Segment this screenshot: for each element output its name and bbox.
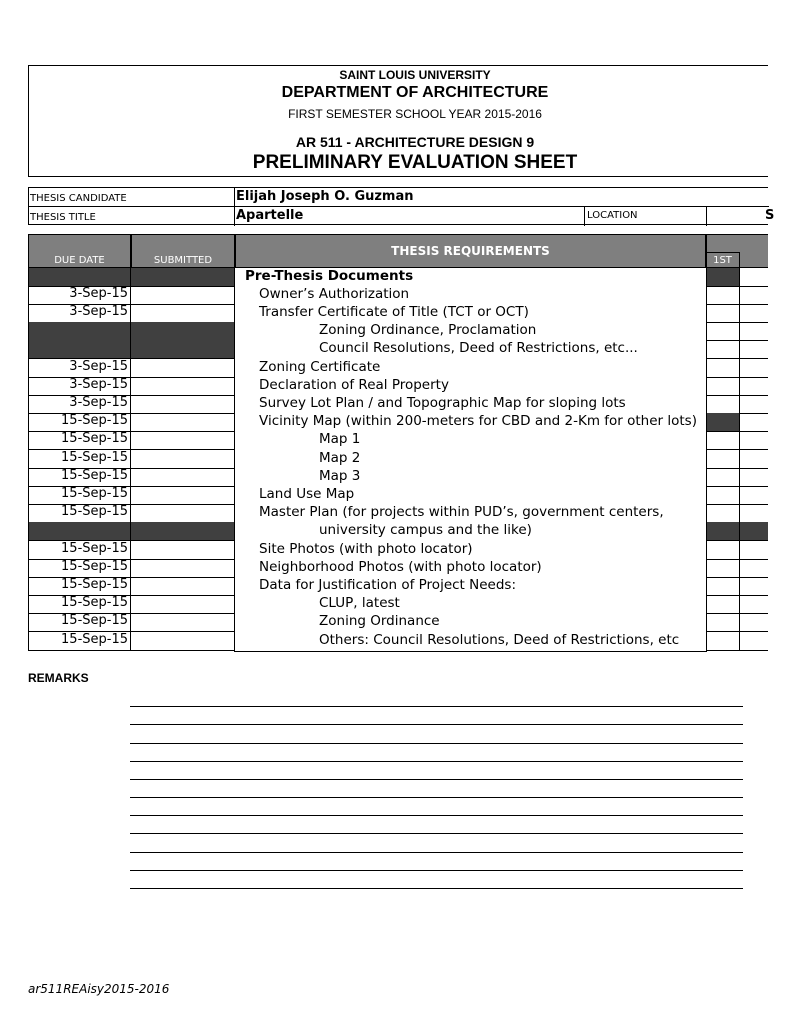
eval-cell[interactable] xyxy=(706,377,740,396)
header-box xyxy=(28,65,768,177)
candidate-row xyxy=(29,188,769,207)
eval-cell[interactable] xyxy=(706,268,740,287)
eval-cell[interactable] xyxy=(706,613,740,632)
remark-line[interactable] xyxy=(130,833,743,834)
eval-cell[interactable] xyxy=(739,559,768,578)
requirement-cell: Site Photos (with photo locator) xyxy=(234,541,707,560)
header-submitted: SUBMITTED xyxy=(131,234,235,268)
due-date-cell: 15-Sep-15 xyxy=(28,468,131,487)
requirement-cell: CLUP, latest xyxy=(234,595,707,614)
due-date-cell xyxy=(28,268,131,287)
eval-cell[interactable] xyxy=(706,359,740,378)
requirement-cell: Vicinity Map (within 200-meters for CBD and 2-Km for other lots) xyxy=(234,413,707,432)
due-date-cell: 15-Sep-15 xyxy=(28,559,131,578)
eval-cell[interactable] xyxy=(739,322,768,341)
table-row xyxy=(28,304,768,322)
eval-cell[interactable] xyxy=(739,286,768,305)
header-requirements: THESIS REQUIREMENTS xyxy=(235,234,706,268)
department-name: DEPARTMENT OF ARCHITECTURE xyxy=(281,84,549,101)
table-row xyxy=(28,395,768,413)
submitted-cell[interactable] xyxy=(130,413,235,432)
eval-cell[interactable] xyxy=(706,541,740,560)
thesis-info xyxy=(28,187,775,225)
requirement-cell: Land Use Map xyxy=(234,486,707,505)
table-row xyxy=(28,595,768,613)
eval-cell[interactable] xyxy=(739,522,768,541)
due-date-cell: 15-Sep-15 xyxy=(28,541,131,560)
header-first: 1ST xyxy=(706,252,740,268)
remark-line[interactable] xyxy=(130,815,743,816)
due-date-cell xyxy=(28,522,131,541)
requirement-cell: Zoning Ordinance xyxy=(234,613,707,632)
submitted-cell[interactable] xyxy=(130,322,235,341)
due-date-cell: 15-Sep-15 xyxy=(28,431,131,450)
due-date-cell: 3-Sep-15 xyxy=(28,304,131,323)
eval-cell[interactable] xyxy=(739,268,768,287)
submitted-cell[interactable] xyxy=(130,632,235,651)
table-row xyxy=(28,559,768,577)
eval-cell[interactable] xyxy=(706,395,740,414)
remark-line[interactable] xyxy=(130,761,743,762)
requirement-cell: Others: Council Resolutions, Deed of Restrictions, etc xyxy=(234,632,707,651)
requirement-cell: university campus and the like) xyxy=(234,522,707,541)
submitted-cell[interactable] xyxy=(130,286,235,305)
eval-cell[interactable] xyxy=(706,522,740,541)
due-date-cell: 15-Sep-15 xyxy=(28,595,131,614)
table-row xyxy=(28,468,768,486)
title-value: Apartelle xyxy=(236,208,304,223)
eval-cell[interactable] xyxy=(739,541,768,560)
eval-cell[interactable] xyxy=(706,450,740,469)
title-row xyxy=(29,207,775,226)
table-row xyxy=(28,268,768,286)
table-row xyxy=(28,577,768,595)
submitted-cell[interactable] xyxy=(130,595,235,614)
header-due-date: DUE DATE xyxy=(28,234,131,268)
eval-cell[interactable] xyxy=(739,486,768,505)
semester-label: FIRST SEMESTER SCHOOL YEAR 2015-2016 xyxy=(288,107,542,121)
eval-cell[interactable] xyxy=(739,632,768,651)
submitted-cell[interactable] xyxy=(130,468,235,487)
eval-cell[interactable] xyxy=(739,504,768,523)
due-date-cell: 3-Sep-15 xyxy=(28,377,131,396)
due-date-cell: 15-Sep-15 xyxy=(28,504,131,523)
due-date-cell: 3-Sep-15 xyxy=(28,395,131,414)
table-bottom-border xyxy=(234,651,707,652)
eval-cell[interactable] xyxy=(706,322,740,341)
submitted-cell[interactable] xyxy=(130,359,235,378)
table-row xyxy=(28,541,768,559)
due-date-cell: 3-Sep-15 xyxy=(28,286,131,305)
requirement-cell: Map 2 xyxy=(234,450,707,469)
eval-cell[interactable] xyxy=(706,504,740,523)
eval-cell[interactable] xyxy=(706,577,740,596)
eval-cell[interactable] xyxy=(706,413,740,432)
table-row xyxy=(28,632,768,650)
eval-cell[interactable] xyxy=(739,468,768,487)
remark-line[interactable] xyxy=(130,797,743,798)
table-row xyxy=(28,613,768,631)
remarks-label: REMARKS xyxy=(28,671,89,685)
submitted-cell[interactable] xyxy=(130,522,235,541)
remark-line[interactable] xyxy=(130,870,743,871)
requirement-cell: Neighborhood Photos (with photo locator) xyxy=(234,559,707,578)
sheet-title: PRELIMINARY EVALUATION SHEET xyxy=(252,152,578,173)
due-date-cell xyxy=(28,322,131,341)
requirement-cell: Survey Lot Plan / and Topographic Map for sloping lots xyxy=(234,395,707,414)
candidate-label: THESIS CANDIDATE xyxy=(29,188,235,207)
requirement-cell: Declaration of Real Property xyxy=(234,377,707,396)
submitted-cell[interactable] xyxy=(130,268,235,287)
table-row xyxy=(28,522,768,540)
eval-cell[interactable] xyxy=(739,413,768,432)
location-value: S xyxy=(765,208,775,223)
requirement-cell: Data for Justification of Project Needs: xyxy=(234,577,707,596)
table-row xyxy=(28,413,768,431)
eval-cell[interactable] xyxy=(739,595,768,614)
submitted-cell[interactable] xyxy=(130,486,235,505)
eval-cell[interactable] xyxy=(739,450,768,469)
eval-cell[interactable] xyxy=(739,340,768,359)
table-row xyxy=(28,340,768,358)
remark-line[interactable] xyxy=(130,743,743,744)
eval-cell[interactable] xyxy=(706,286,740,305)
requirement-cell: Zoning Certificate xyxy=(234,359,707,378)
eval-cell[interactable] xyxy=(739,395,768,414)
candidate-value: Elijah Joseph O. Guzman xyxy=(236,189,414,204)
table-row xyxy=(28,322,768,340)
due-date-cell: 15-Sep-15 xyxy=(28,450,131,469)
eval-cell[interactable] xyxy=(706,632,740,651)
eval-cell[interactable] xyxy=(706,468,740,487)
table-row xyxy=(28,377,768,395)
remark-line[interactable] xyxy=(130,779,743,780)
table-row xyxy=(28,486,768,504)
requirement-cell: Council Resolutions, Deed of Restrictions, etc... xyxy=(234,340,707,359)
eval-cell[interactable] xyxy=(739,377,768,396)
eval-cell[interactable] xyxy=(706,595,740,614)
submitted-cell[interactable] xyxy=(130,450,235,469)
table-row xyxy=(28,450,768,468)
remark-line[interactable] xyxy=(130,724,743,725)
eval-cell[interactable] xyxy=(739,577,768,596)
eval-cell[interactable] xyxy=(706,340,740,359)
submitted-cell[interactable] xyxy=(130,613,235,632)
requirement-cell: Master Plan (for projects within PUD’s, government centers, xyxy=(234,504,707,523)
submitted-cell[interactable] xyxy=(130,504,235,523)
remark-line[interactable] xyxy=(130,888,743,889)
eval-cell[interactable] xyxy=(706,559,740,578)
submitted-cell[interactable] xyxy=(130,395,235,414)
requirement-cell: Pre-Thesis Documents xyxy=(234,268,707,287)
eval-cell[interactable] xyxy=(739,359,768,378)
eval-cell[interactable] xyxy=(706,486,740,505)
submitted-cell[interactable] xyxy=(130,377,235,396)
eval-cell[interactable] xyxy=(739,431,768,450)
due-date-cell: 15-Sep-15 xyxy=(28,613,131,632)
submitted-cell[interactable] xyxy=(130,340,235,359)
requirement-cell: Owner’s Authorization xyxy=(234,286,707,305)
due-date-cell: 15-Sep-15 xyxy=(28,577,131,596)
requirement-cell: Map 3 xyxy=(234,468,707,487)
eval-cell[interactable] xyxy=(739,613,768,632)
university-name: SAINT LOUIS UNIVERSITY xyxy=(339,68,491,82)
due-date-cell: 3-Sep-15 xyxy=(28,359,131,378)
course-title: AR 511 - ARCHITECTURE DESIGN 9 xyxy=(295,134,535,150)
due-date-cell xyxy=(28,340,131,359)
eval-cell[interactable] xyxy=(706,431,740,450)
table-row xyxy=(28,286,768,304)
due-date-cell: 15-Sep-15 xyxy=(28,486,131,505)
submitted-cell[interactable] xyxy=(130,541,235,560)
title-label: THESIS TITLE xyxy=(29,207,235,226)
requirement-cell: Map 1 xyxy=(234,431,707,450)
footer-code: ar511REAisy2015-2016 xyxy=(28,982,170,996)
submitted-cell[interactable] xyxy=(130,559,235,578)
table-row xyxy=(28,504,768,522)
remark-line[interactable] xyxy=(130,852,743,853)
submitted-cell[interactable] xyxy=(130,577,235,596)
remark-line[interactable] xyxy=(130,706,743,707)
requirement-cell: Zoning Ordinance, Proclamation xyxy=(234,322,707,341)
table-row xyxy=(28,359,768,377)
table-row xyxy=(28,431,768,449)
location-label: LOCATION xyxy=(584,207,707,226)
eval-cell[interactable] xyxy=(739,304,768,323)
requirement-cell: Transfer Certificate of Title (TCT or OCT) xyxy=(234,304,707,323)
submitted-cell[interactable] xyxy=(130,304,235,323)
submitted-cell[interactable] xyxy=(130,431,235,450)
eval-cell[interactable] xyxy=(706,304,740,323)
due-date-cell: 15-Sep-15 xyxy=(28,632,131,651)
due-date-cell: 15-Sep-15 xyxy=(28,413,131,432)
